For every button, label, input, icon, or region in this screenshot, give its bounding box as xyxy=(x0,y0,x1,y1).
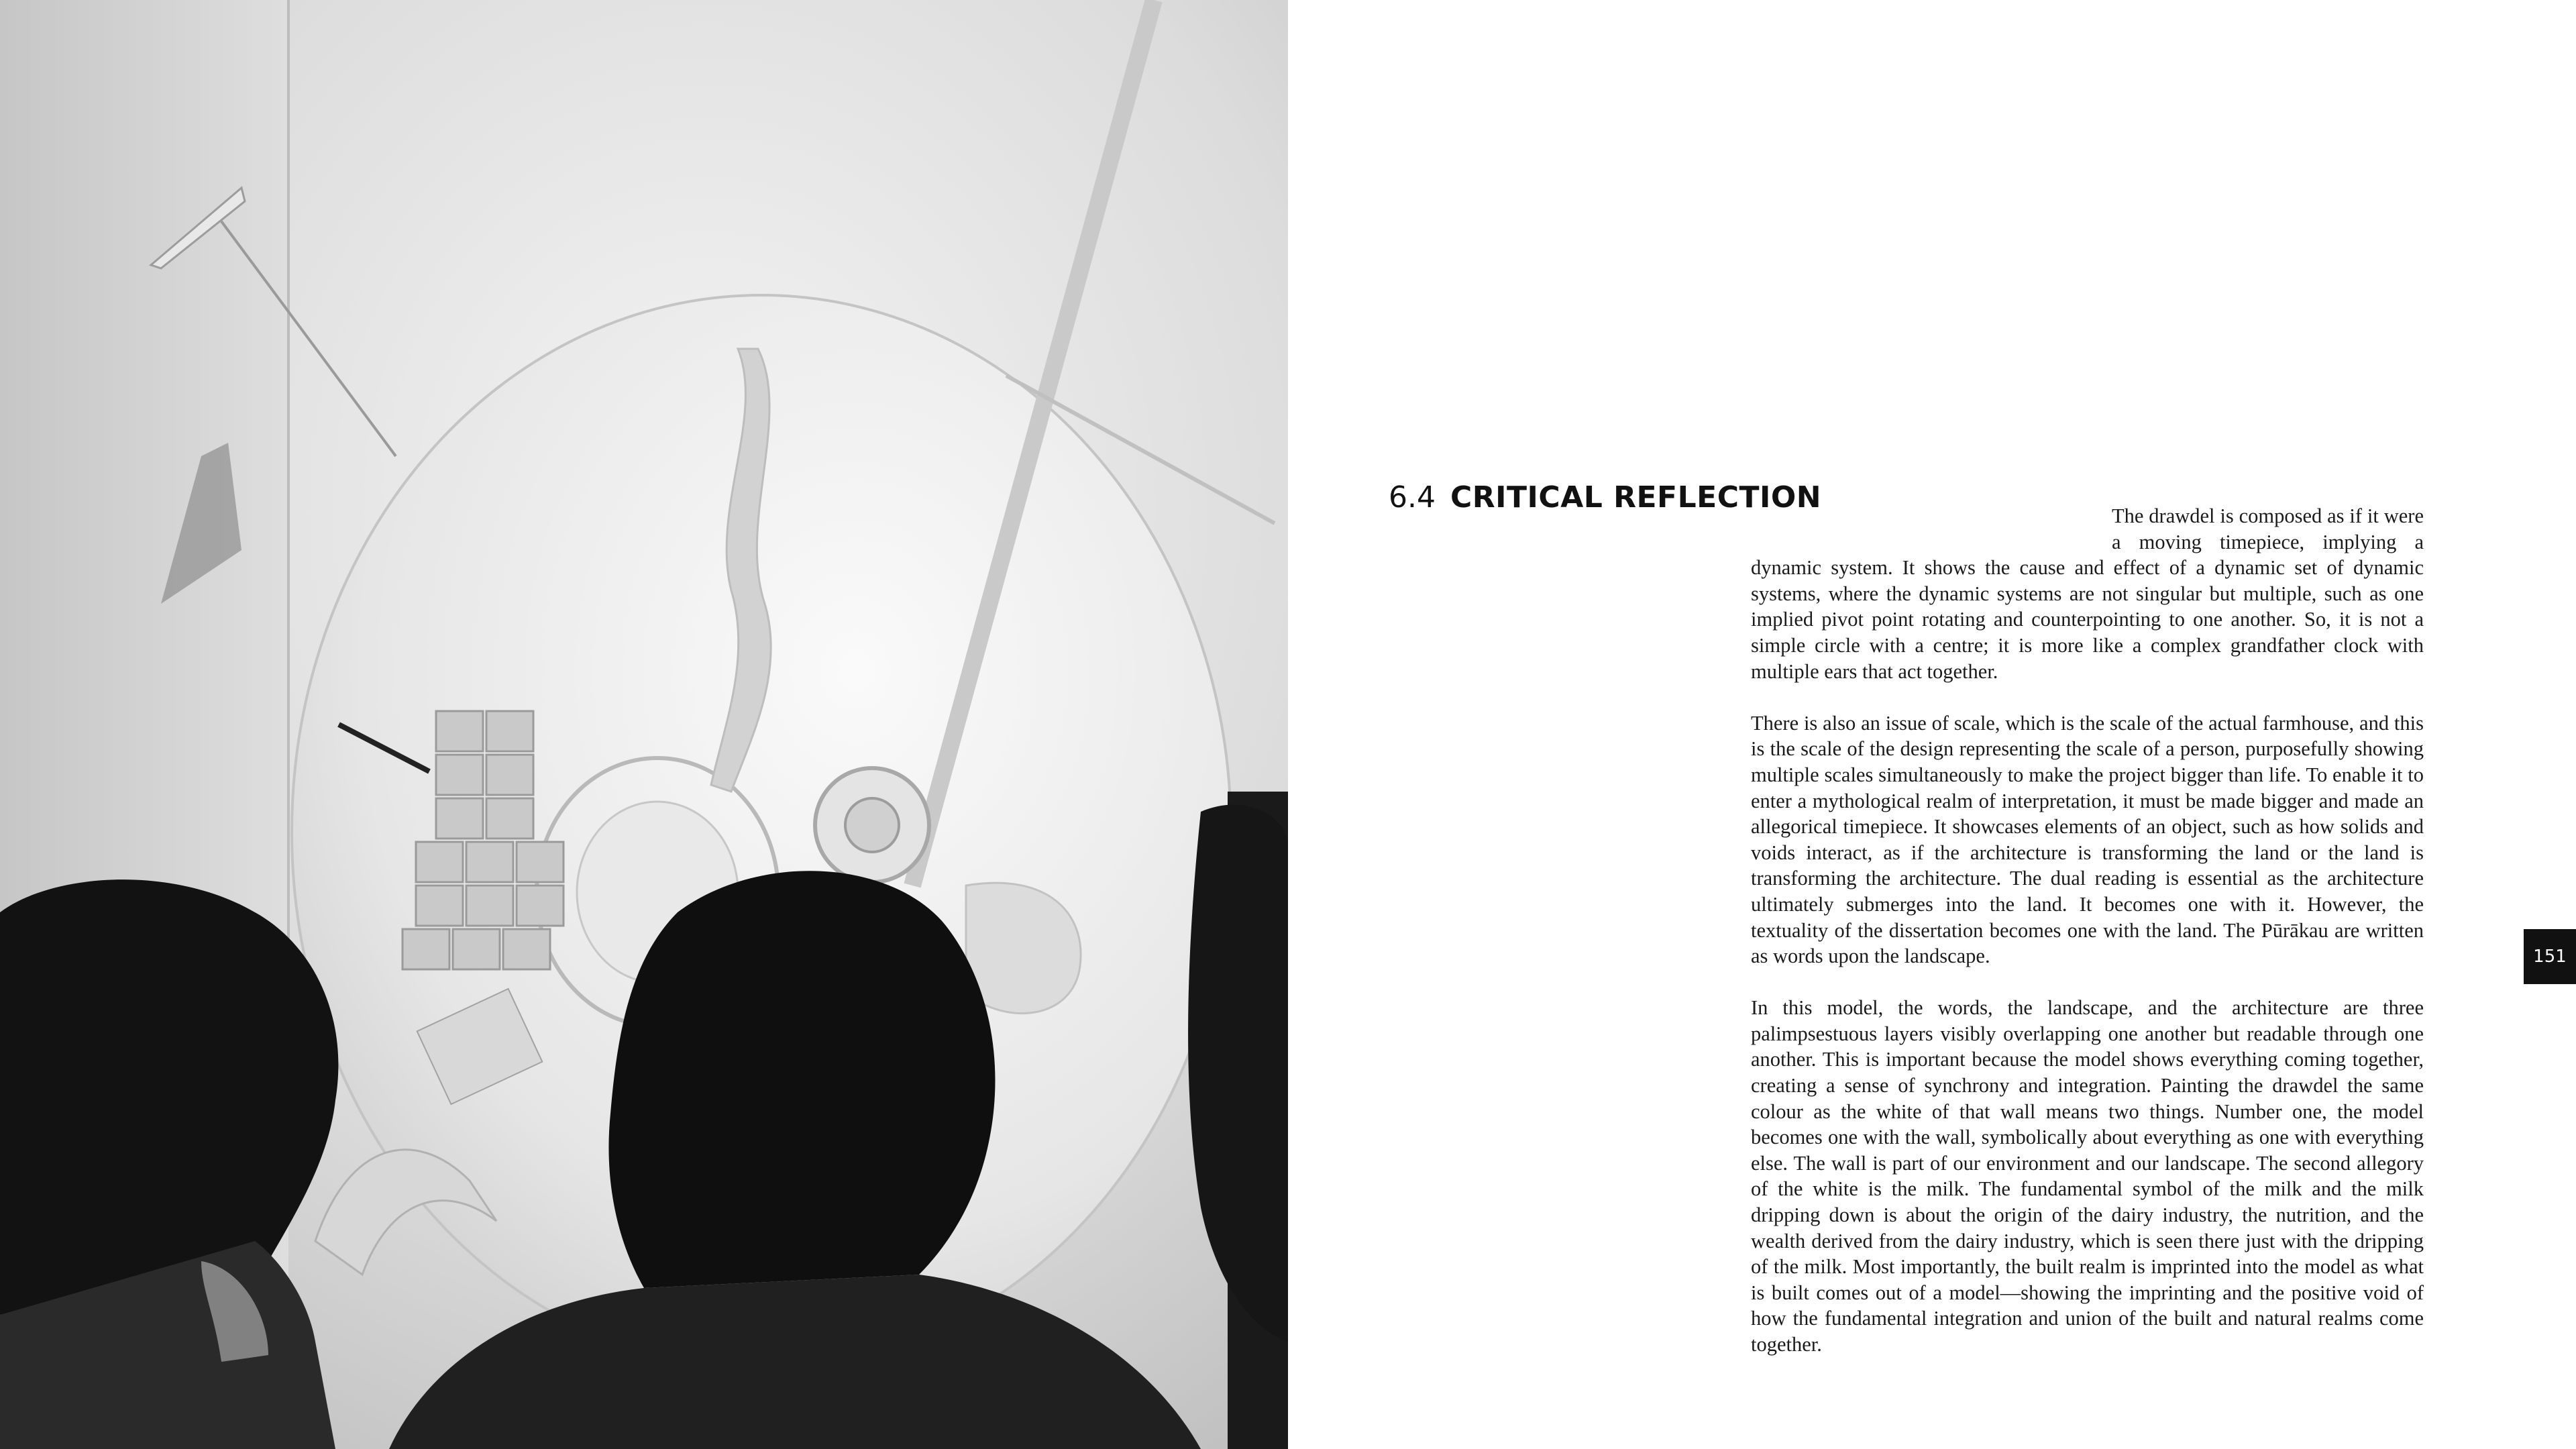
page-number-tab xyxy=(2524,929,2576,984)
paragraph-3: In this model, the words, the landscape, and the architecture are three palimpsestuous layers visibly overlapping one another but readable through one another. This is important because the model shows everything coming together, creating a sense of synchrony and integration. Painting the drawdel the same colour as the white of that wall means two things. Number one, the model becomes one with the wall, symbolically about everything as one with everything else. The wall is part of our environment and our landscape. The second allegory of the white is the milk. The fundamental symbol of the milk and the milk dripping down is about the origin of the dairy industry, the nutrition, and the wealth derived from the dairy industry, which is seen there just with the dripping of the milk. Most importantly, the built realm is imprinted into the model as what is built comes out of a model—showing the imprinting and the positive void of how the fundamental integration and union of the built and natural realms come together. xyxy=(1751,996,2424,1356)
page-number: 151 xyxy=(2533,947,2567,967)
section-number: 6.4 xyxy=(1389,480,1436,515)
body-text xyxy=(1751,503,2424,1383)
paragraph-1 xyxy=(1751,503,2424,684)
paragraph-2: There is also an issue of scale, which is the scale of the actual farmhouse, and this is the scale of the design representing the scale of a person, purposefully showing multiple scales simultaneously to make the project bigger than life. To enable it to enter a mythological realm of interpretation, it must be made bigger and made an allegorical timepiece. It showcases elements of an object, such as how solids and voids interact, as if the architecture is transforming the land or the land is transforming the architecture. The dual reading is essential as the architecture ultimately submerges into the land. It becomes one with it. However, the textuality of the dissertation becomes one with the land. The Pūrākau are written as words upon the landscape. xyxy=(1751,711,2424,968)
section-title: CRITICAL REFLECTION xyxy=(1450,480,1822,515)
paragraph-1-text: The drawdel is composed as if it were a moving timepiece, implying a dynamic system. It shows the cause and effect of a dynamic set of dynamic systems, where the dynamic systems are not singular but multiple, such as one implied pivot point rotating and counterpointing to one another. So, it is not a simple circle with a centre; it is more like a complex grandfather clock with multiple ears that act together. xyxy=(1751,504,2424,683)
heading-clearance xyxy=(1751,503,2112,554)
